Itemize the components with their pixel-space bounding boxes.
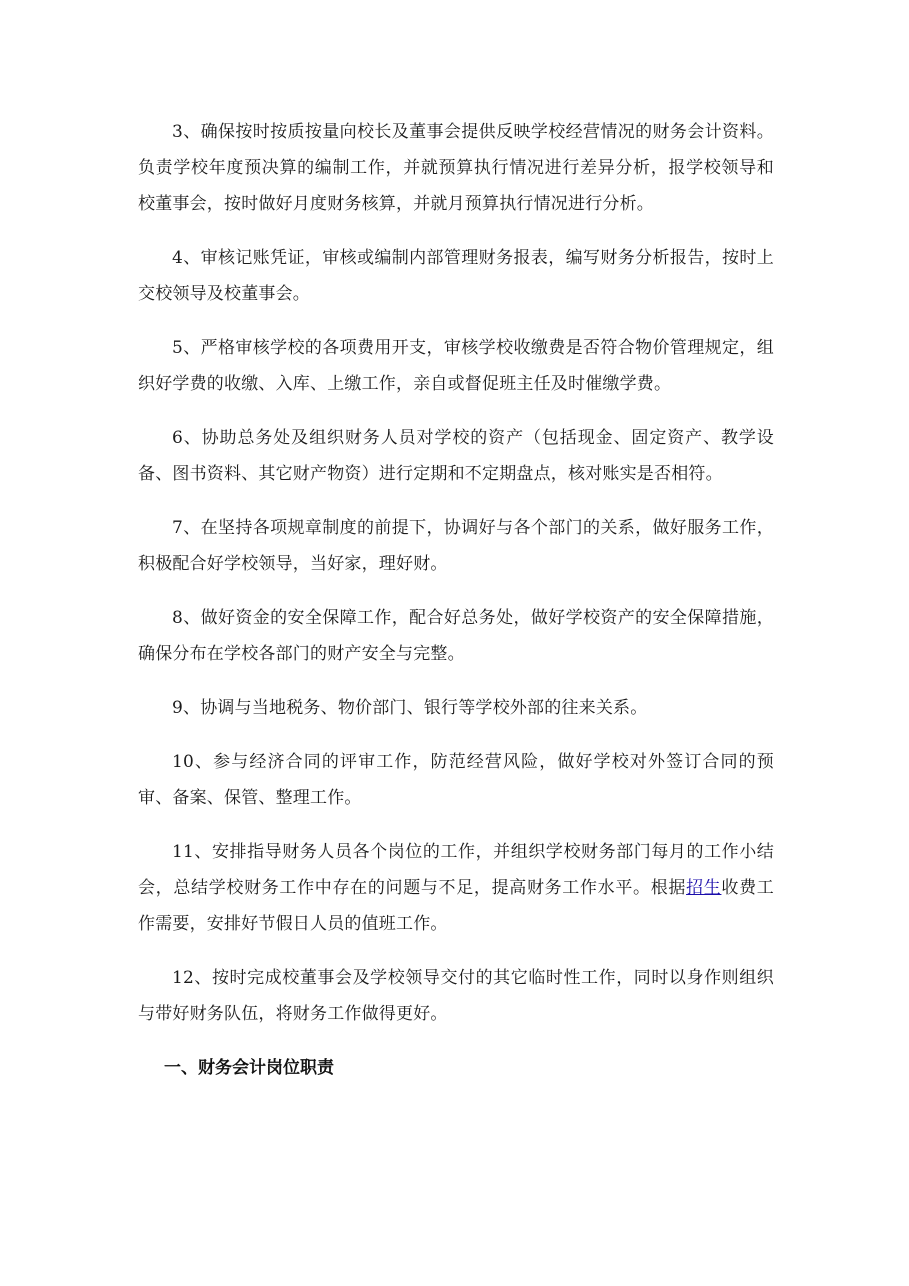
paragraph-item-4: 4、审核记账凭证，审核或编制内部管理财务报表，编写财务分析报告，按时上交校领导及校董事会。 bbox=[138, 248, 774, 304]
paragraph-item-5: 5、严格审核学校的各项费用开支，审核学校收缴费是否符合物价管理规定，组织好学费的收缴、入库、上缴工作，亲自或督促班主任及时催缴学费。 bbox=[138, 338, 774, 394]
paragraph-11-text-after: 收费工作需要，安排好节假日人员的值班工作。 bbox=[138, 878, 774, 934]
paragraph-item-12: 12、按时完成校董事会及学校领导交付的其它临时性工作，同时以身作则组织与带好财务队伍，将财务工作做得更好。 bbox=[138, 968, 774, 1024]
paragraph-item-8: 8、做好资金的安全保障工作，配合好总务处，做好学校资产的安全保障措施，确保分布在学校各部门的财产安全与完整。 bbox=[138, 608, 774, 664]
section-heading: 一、财务会计岗位职责 bbox=[164, 1058, 334, 1078]
paragraph-item-6: 6、协助总务处及组织财务人员对学校的资产（包括现金、固定资产、教学设备、图书资料、其它财产物资）进行定期和不定期盘点，核对账实是否相符。 bbox=[138, 428, 774, 484]
paragraph-item-9: 9、协调与当地税务、物价部门、银行等学校外部的往来关系。 bbox=[172, 698, 648, 718]
paragraph-item-10: 10、参与经济合同的评审工作，防范经营风险，做好学校对外签订合同的预审、备案、保管、整理工作。 bbox=[138, 752, 774, 808]
enrollment-link[interactable]: 招生 bbox=[686, 878, 722, 898]
paragraph-item-11 bbox=[138, 834, 774, 942]
document-body bbox=[138, 114, 774, 1086]
paragraph-11-text-before: 11、安排指导财务人员各个岗位的工作，并组织学校财务部门每月的工作小结会，总结学校财务工作中存在的问题与不足，提高财务工作水平。根据 bbox=[138, 842, 774, 898]
paragraph-item-7: 7、在坚持各项规章制度的前提下，协调好与各个部门的关系，做好服务工作，积极配合好学校领导，当好家，理好财。 bbox=[138, 518, 774, 574]
paragraph-item-3: 3、确保按时按质按量向校长及董事会提供反映学校经营情况的财务会计资料。负责学校年度预决算的编制工作，并就预算执行情况进行差异分析，报学校领导和校董事会，按时做好月度财务核算，并就月预算执行情况进行分析。 bbox=[138, 122, 774, 214]
